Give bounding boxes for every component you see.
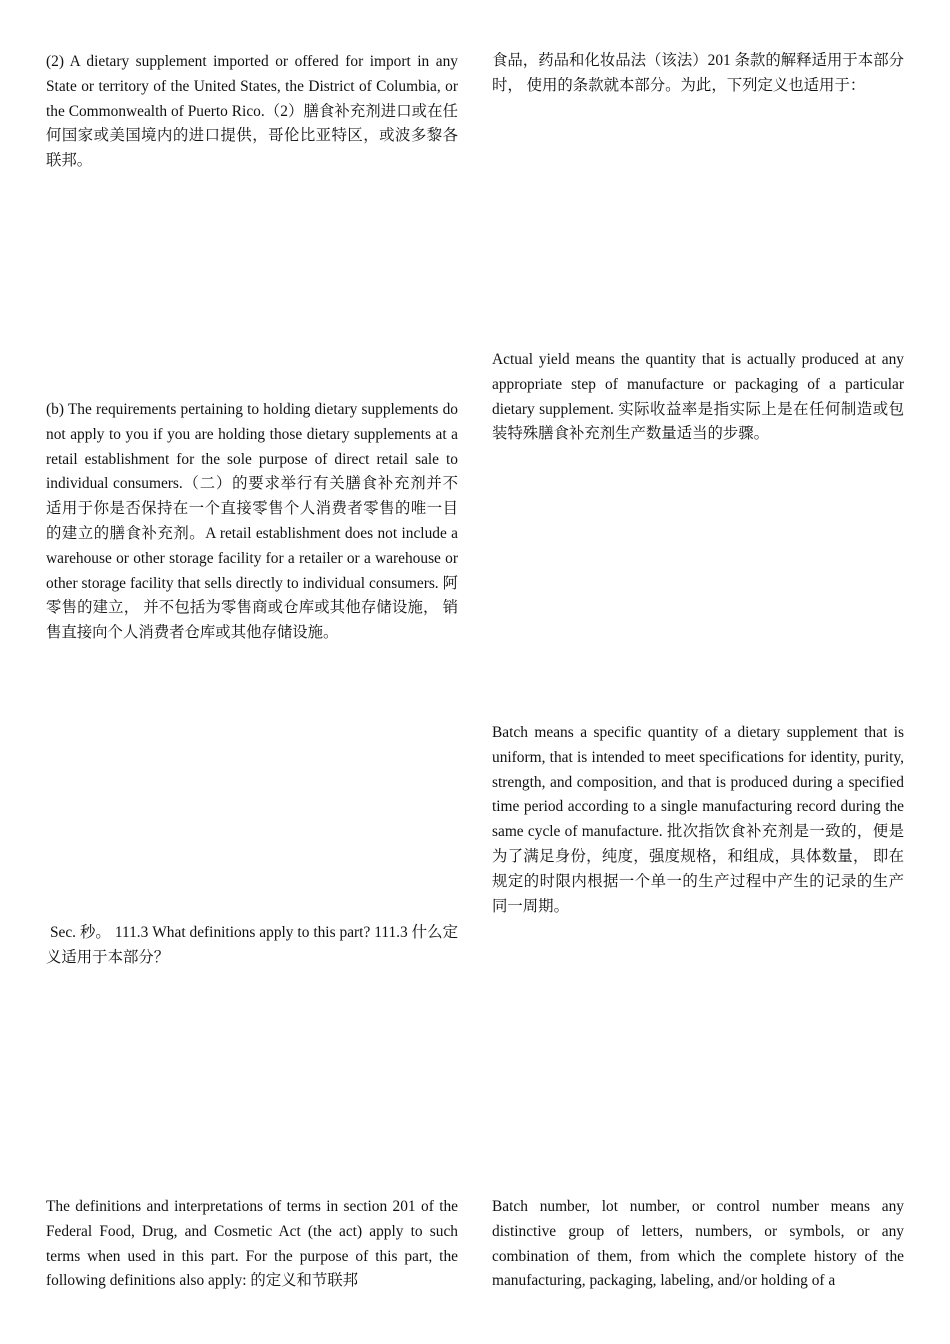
retail-establishment-paragraph: (b) The requirements pertaining to holding dietary supplements do not apply to you if you are holding those dietary supplements at a retail establishment for the sole purpose of direct retail sale to individual consumers.（二）的要求举行有关膳食补充剂并不适用于你是否保持在一个直接零售个人消费者零售的唯一目的建立的膳食补充剂。A retail establishment does not include a warehouse or other storage facility for a retailer or a warehouse or other storage facility that sells directly to individual consumers. 阿零售的建立， 并不包括为零售商或仓库或其他存储设施， 销售直接向个人消费者仓库或其他存储设施。: [46, 401, 458, 642]
definitions-paragraph: The definitions and interpretations of terms in section 201 of the Federal Food, Drug, and Cosmetic Act (the act) apply to such terms when used in this part. For the purpose of this part, the following definitions also apply: 的定义和节联邦: [46, 1198, 458, 1290]
actual-yield-definition: Actual yield means the quantity that is actually produced at any appropriate step of manufacture or packaging of a particular dietary supplement. 实际收益率是指实际上是在任何制造或包装特殊膳食补充剂生产数量适当的步骤。: [492, 351, 904, 443]
definitions-continued-paragraph: 食品，药品和化妆品法（该法）201 条款的解释适用于本部分时， 使用的条款就本部分。为此，下列定义也适用于：: [492, 52, 904, 94]
import-paragraph: (2) A dietary supplement imported or offered for import in any State or territory of the United States, the District of Columbia, or the Commonwealth of Puerto Rico.（2）膳食补充剂进口或在任何国家或美国境内的进口提供，哥伦比亚特区，或波多黎各联邦。: [46, 53, 458, 170]
batch-number-definition: Batch number, lot number, or control number means any distinctive group of letters, numbers, or symbols, or any combination of them, from which the complete history of the manufacturing, packaging, labeling, and/or holding of a: [492, 1198, 904, 1290]
section-heading: Sec. 秒。 111.3 What definitions apply to this part? 111.3 什么定义适用于本部分？: [46, 924, 458, 966]
batch-definition: Batch means a specific quantity of a dietary supplement that is uniform, that is intended to meet specifications for identity, purity, strength, and composition, and that is produced during a specified time period according to a single manufacturing record during the same cycle of manufacture. 批次指饮食补充剂是一致的，便是为了满足身份，纯度，强度规格，和组成，具体数量， 即在规定的时限内根据一个单一的生产过程中产生的记录的生产同一周期。: [492, 724, 904, 915]
